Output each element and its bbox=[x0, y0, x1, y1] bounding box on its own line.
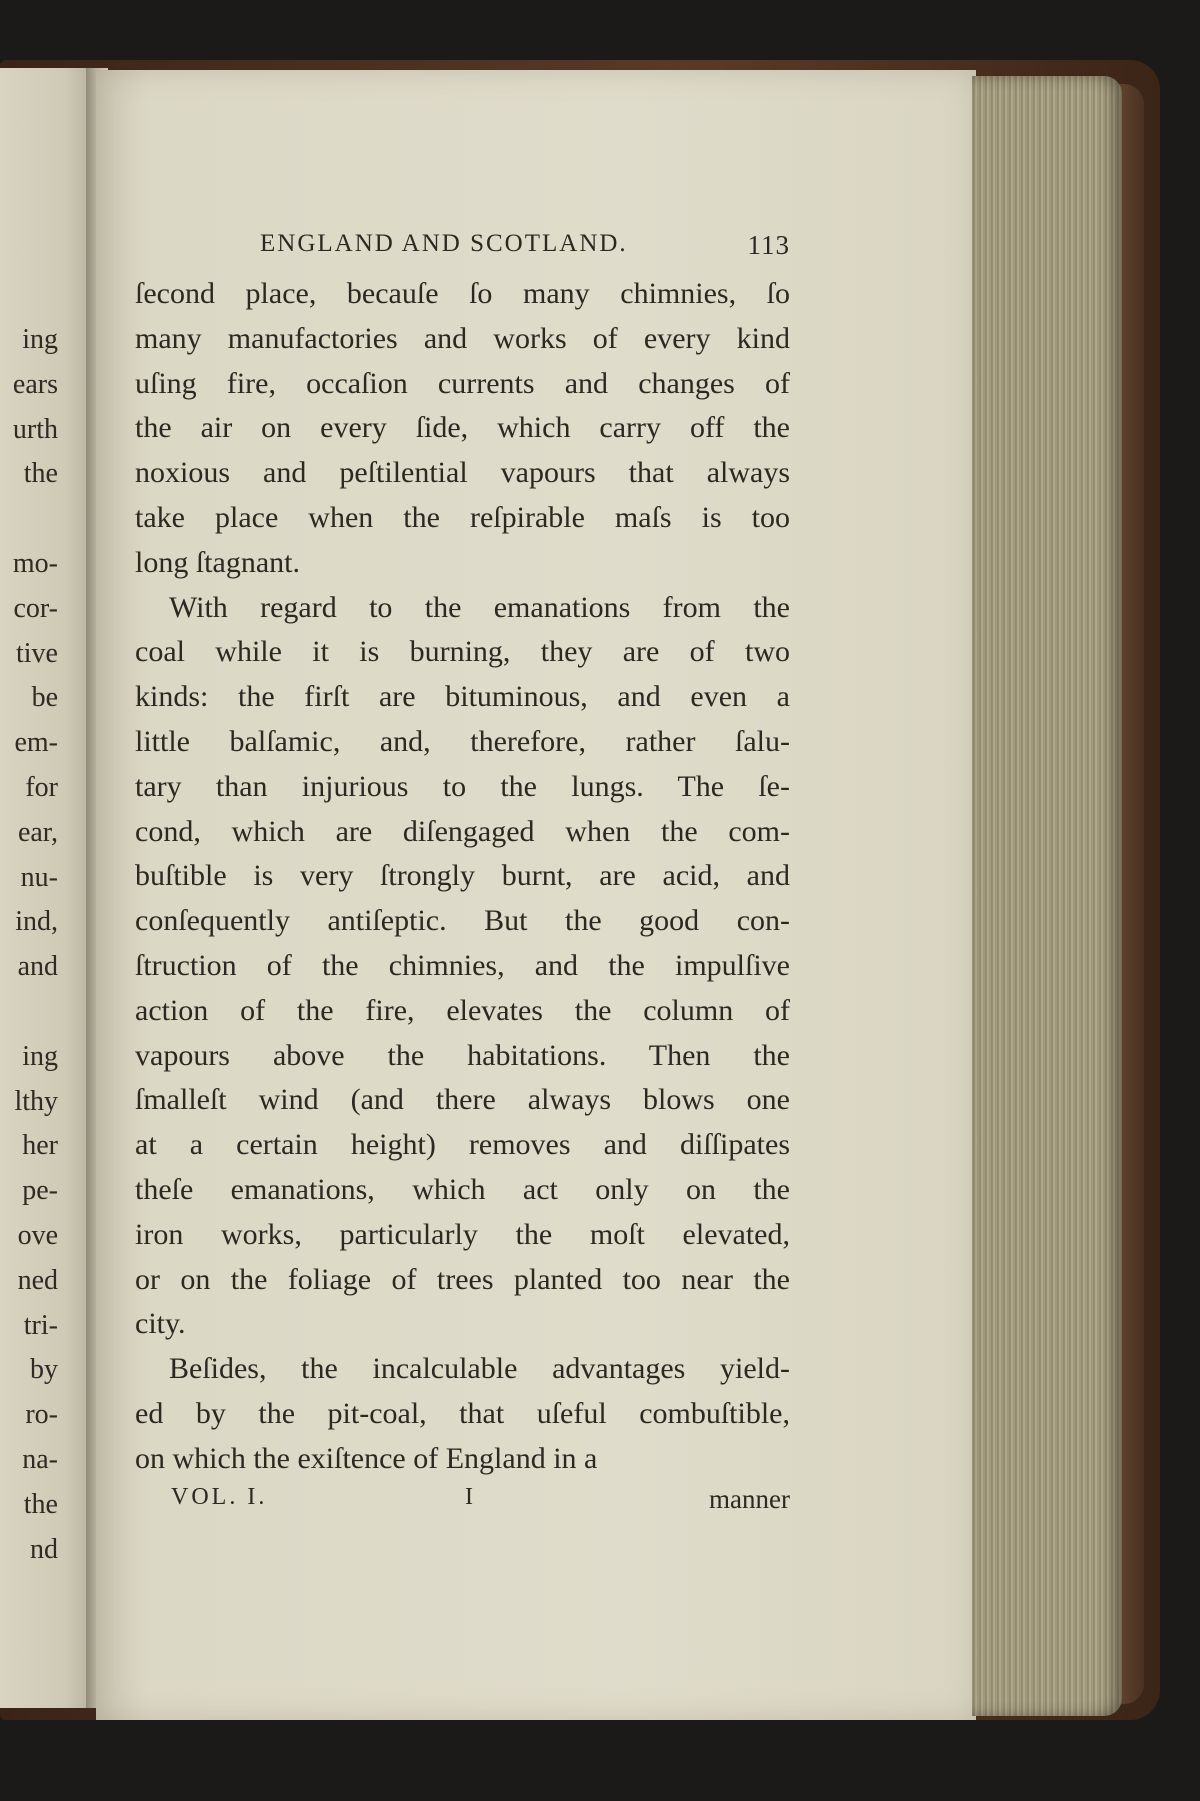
left-page-fragment: tive bbox=[16, 637, 58, 669]
left-page-fragment: ind, bbox=[15, 906, 58, 938]
text-line: or on the foliage of trees planted too near the bbox=[135, 1262, 790, 1296]
text-line: Beſides, the incalculable advantages yield- bbox=[169, 1352, 790, 1386]
text-line: ſecond place, becauſe ſo many chimnies, ſo bbox=[135, 277, 790, 310]
left-page-text bbox=[0, 318, 92, 1572]
text-line: take place when the reſpirable maſs is too bbox=[135, 500, 790, 534]
page-text-block bbox=[135, 230, 790, 1528]
text-line: tary than injurious to the lungs. The ſe- bbox=[135, 769, 790, 803]
text-line: many manufactories and works of every kind bbox=[135, 321, 790, 355]
text-line: uſing fire, occaſion currents and changes of bbox=[135, 366, 790, 400]
text-line: city. bbox=[135, 1307, 186, 1341]
text-line: vapours above the habitations. Then the bbox=[135, 1038, 790, 1072]
left-page-fragment: for bbox=[25, 771, 58, 803]
left-facing-page bbox=[0, 68, 92, 1708]
text-line: buſtible is very ſtrongly burnt, are acid, and bbox=[135, 859, 790, 893]
page-footer bbox=[135, 1484, 790, 1528]
text-line: noxious and peſtilential vapours that always bbox=[135, 456, 790, 490]
left-page-fragment: cor- bbox=[13, 592, 58, 624]
text-line: iron works, particularly the moſt elevated, bbox=[135, 1217, 790, 1251]
text-line: long ſtagnant. bbox=[135, 545, 300, 579]
text-line: the air on every ſide, which carry off the bbox=[135, 411, 790, 445]
text-line: conſequently antiſeptic. But the good con- bbox=[135, 904, 790, 938]
left-page-fragment bbox=[0, 497, 92, 542]
left-page-fragment: by bbox=[30, 1354, 58, 1386]
text-line: action of the fire, elevates the column of bbox=[135, 993, 790, 1027]
left-page-fragment: ned bbox=[17, 1264, 58, 1296]
body-text bbox=[135, 272, 790, 1482]
text-line: ſmalleſt wind (and there always blows one bbox=[135, 1083, 790, 1117]
left-page-fragment: nd bbox=[30, 1533, 58, 1565]
left-page-fragment: be bbox=[31, 682, 58, 714]
running-head-title: ENGLAND AND SCOTLAND. bbox=[260, 230, 628, 257]
page-fore-edge bbox=[972, 76, 1122, 1716]
text-line: on which the exiſtence of England in a bbox=[135, 1441, 598, 1475]
text-line: little balſamic, and, therefore, rather ſalu- bbox=[135, 724, 790, 758]
text-line: coal while it is burning, they are of two bbox=[135, 635, 790, 669]
left-page-fragment: ove bbox=[17, 1219, 58, 1251]
left-page-fragment: and bbox=[17, 951, 58, 983]
running-head bbox=[135, 230, 790, 268]
catchword: manner bbox=[709, 1483, 790, 1514]
page-number: 113 bbox=[747, 230, 790, 260]
volume-mark: VOL. I. bbox=[171, 1483, 268, 1510]
left-page-fragment: urth bbox=[12, 413, 58, 445]
left-page-fragment: pe- bbox=[22, 1175, 58, 1207]
left-page-fragment: ing bbox=[22, 324, 58, 355]
text-line: kinds: the firſt are bituminous, and even a bbox=[135, 680, 790, 714]
text-line: theſe emanations, which act only on the bbox=[135, 1172, 790, 1206]
signature-mark: I bbox=[465, 1483, 473, 1510]
text-line: ſtruction of the chimnies, and the impulſive bbox=[135, 948, 790, 982]
left-page-fragment: ro- bbox=[25, 1399, 58, 1431]
left-page-fragment: nu- bbox=[20, 861, 58, 893]
left-page-fragment: her bbox=[22, 1130, 58, 1162]
left-page-fragment: ing bbox=[22, 1040, 58, 1072]
left-page-fragment: the bbox=[23, 1488, 58, 1520]
left-page-fragment: na- bbox=[22, 1443, 58, 1475]
left-page-fragment: ear, bbox=[17, 816, 58, 848]
left-page-fragment: the bbox=[23, 458, 58, 490]
left-page-fragment: tri- bbox=[23, 1309, 58, 1341]
left-page-fragment: lthy bbox=[14, 1085, 58, 1117]
left-page-fragment: em- bbox=[14, 727, 58, 759]
text-line: ed by the pit-coal, that uſeful combuſtible, bbox=[135, 1396, 790, 1430]
left-page-fragment: ears bbox=[12, 368, 58, 400]
text-line: cond, which are diſengaged when the com- bbox=[135, 814, 790, 848]
text-line: With regard to the emanations from the bbox=[169, 590, 790, 624]
text-line: at a certain height) removes and diſſipates bbox=[135, 1128, 790, 1162]
left-page-fragment bbox=[0, 990, 92, 1035]
left-page-fragment: mo- bbox=[12, 547, 58, 579]
